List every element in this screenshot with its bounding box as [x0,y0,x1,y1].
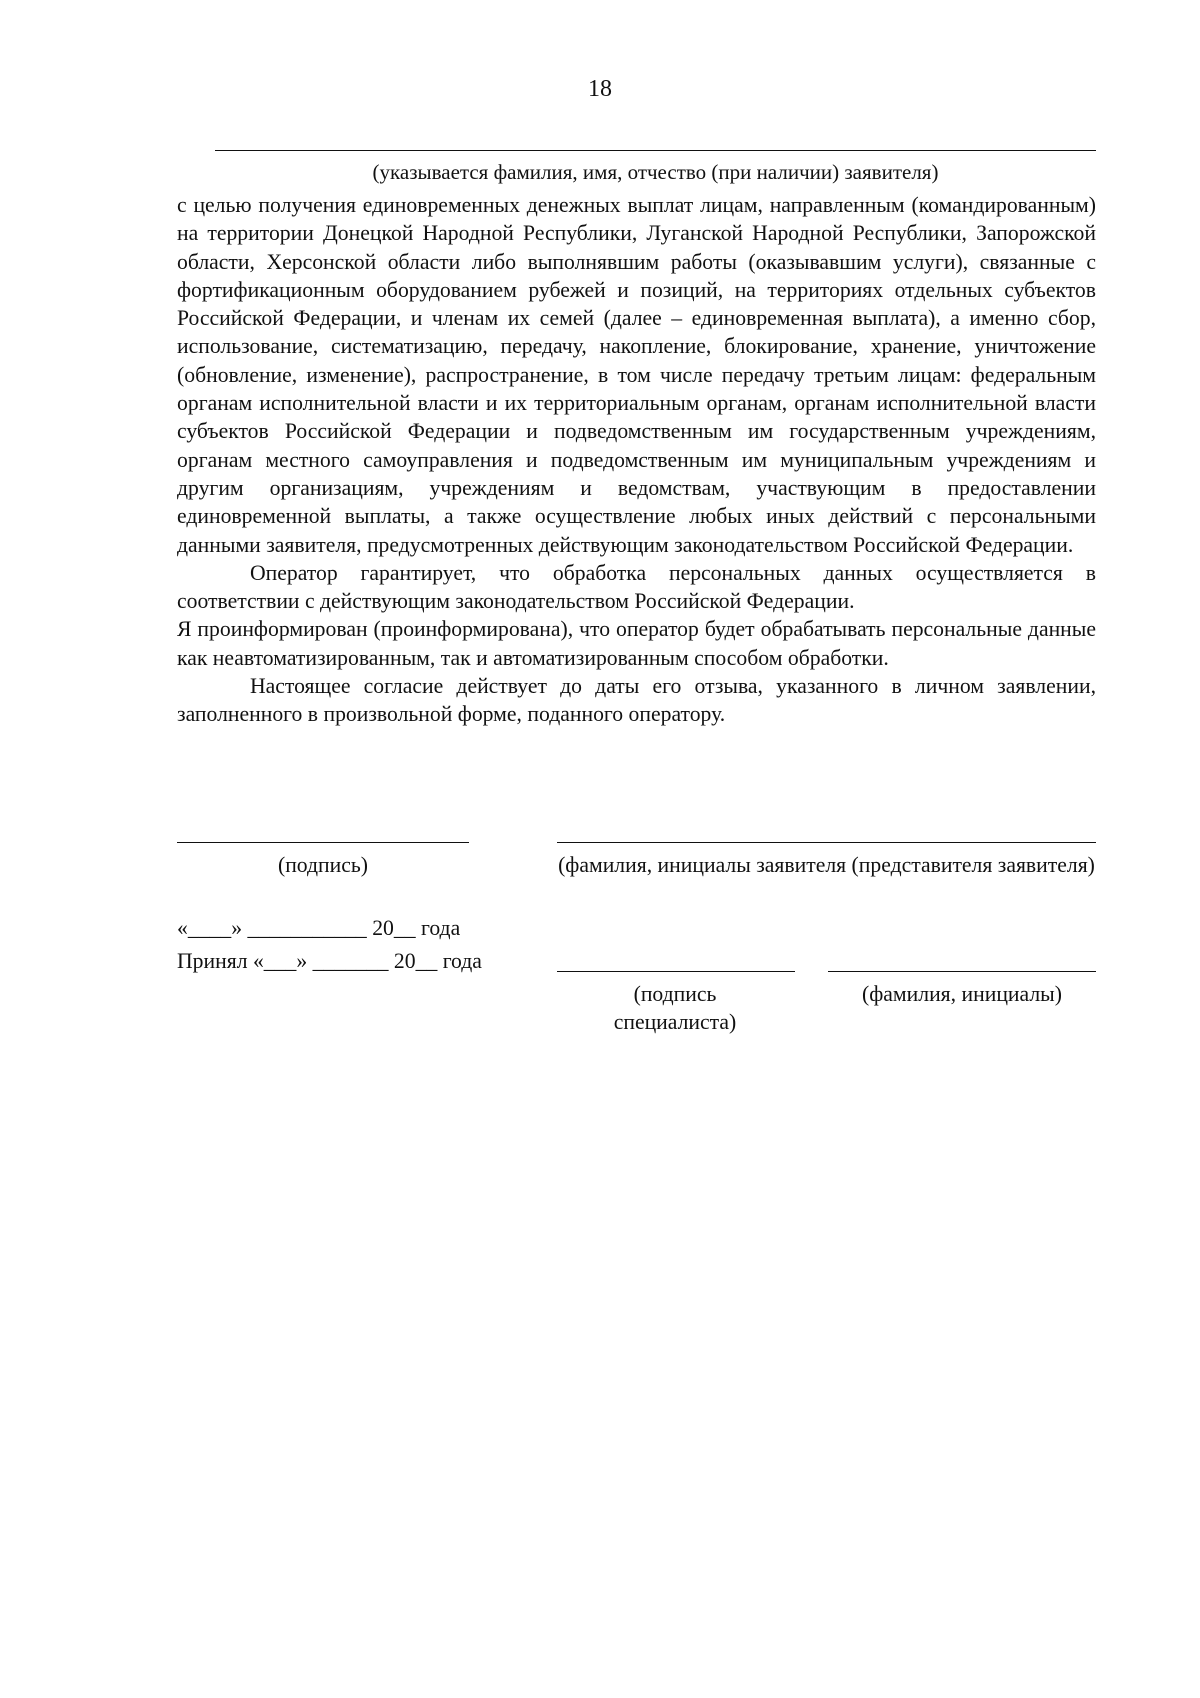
validity-paragraph: Настоящее согласие действует до даты его отзыва, указанного в личном заявлении, заполненного в произвольной форме, поданного оператору. [177,674,1096,727]
specialist-signature-caption: (подпись специалиста) [613,982,737,1034]
consent-body [177,191,1096,729]
specialist-name-caption: (фамилия, инициалы) [862,982,1062,1006]
applicant-name-initials-caption: (фамилия, инициалы заявителя (представителя заявителя) [558,853,1095,877]
accepted-field: Принял «___» _______ 20__ года [177,949,482,973]
consent-purpose-paragraph: с целью получения единовременных денежных выплат лицам, направленным (командированным) на территории Донецкой Народной Республики, Луганской Народной Республики, Запорожской области, Херсонской области либо выполнявшим работы (оказывавшим услуги), связанные с фортификационным оборудованием рубежей и позиций, на территориях отдельных субъектов Российской Федерации, и членам их семей (далее – единовременная выплата), а именно сбор, использование, систематизацию, передачу, накопление, блокирование, хранение, уничтожение (обновление, изменение), распространение, в том числе передачу третьим лицам: федеральным органам исполнительной власти и их территориальным органам, органам исполнительной власти субъектов Российской Федерации и подведомственным им государственным учреждениям, органам местного самоуправления и подведомственным им муниципальным учреждениям и другим организациям, учреждениям и ведомствам, участвующим в предоставлении единовременной выплаты, а также осуществление любых иных действий с персональными данными заявителя, предусмотренных действующим законодательством Российской Федерации. [177,193,1096,557]
specialist-signature-line [557,971,795,972]
operator-guarantee-paragraph: Оператор гарантирует, что обработка персональных данных осуществляется в соответствии с действующим законодательством Российской Федерации. [177,560,1096,614]
applicant-signature-line [177,842,469,843]
informed-paragraph: Я проинформирован (проинформирована), что оператор будет обрабатывать персональные данные как неавтоматизированным, так и автоматизированным способом обработки. [177,617,1096,670]
signature-caption: (подпись) [277,853,369,877]
specialist-name-line [828,971,1096,972]
applicant-name-line-bottom [557,842,1096,843]
page-number: 18 [588,76,612,102]
applicant-name-caption: (указывается фамилия, имя, отчество (при наличии) заявителя) [372,160,939,184]
date-field: «____» ___________ 20__ года [177,916,461,940]
applicant-name-line [215,150,1096,151]
